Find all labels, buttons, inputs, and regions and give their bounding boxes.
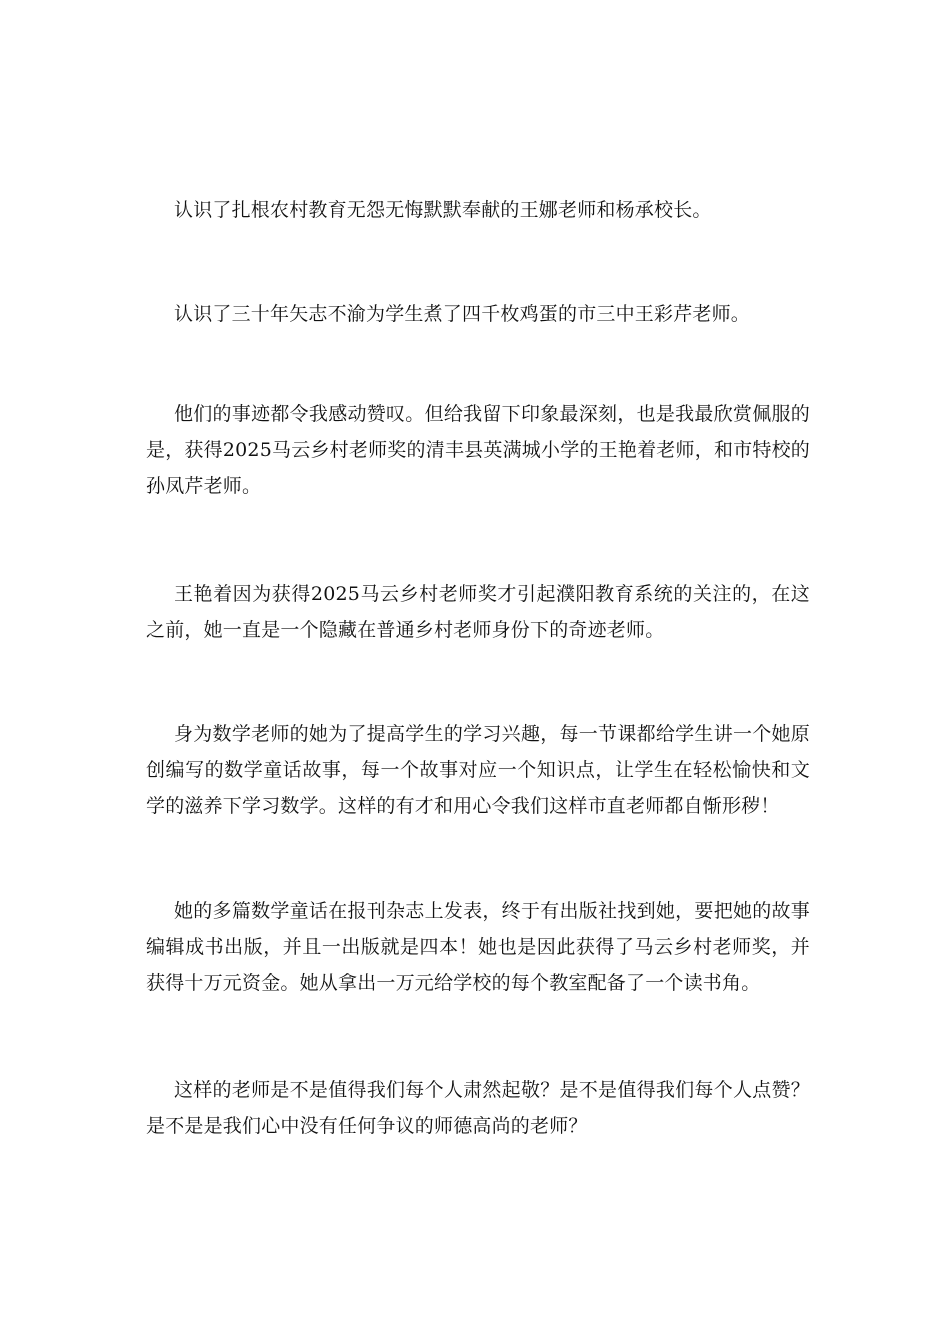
paragraph: 认识了扎根农村教育无怨无悔默默奉献的王娜老师和杨承校长。 [174, 199, 712, 221]
paragraph: 身为数学老师的她为了提高学生的学习兴趣，每一节课都给学生讲一个她原创编写的数学童话故事，每一个故事对应一个知识点，让学生在轻松愉快和文学的滋养下学习数学。这样的有才和用心令我们这样市直老师都自惭形秽！ [146, 723, 810, 817]
paragraph: 认识了三十年矢志不渝为学生煮了四千枚鸡蛋的市三中王彩芹老师。 [174, 303, 751, 325]
paragraph: 他们的事迹都令我感动赞叹。但给我留下印象最深刻，也是我最欣赏佩服的是，获得2025马云乡村老师奖的清丰县英满城小学的王艳着老师，和市特校的孙凤芹老师。 [146, 403, 810, 497]
paragraph: 这样的老师是不是值得我们每个人肃然起敬？是不是值得我们每个人点赞？是不是是我们心中没有任何争议的师德高尚的老师？ [146, 1079, 810, 1137]
paragraph: 王艳着因为获得2025马云乡村老师奖才引起濮阳教育系统的关注的，在这之前，她一直是一个隐藏在普通乡村老师身份下的奇迹老师。 [146, 583, 810, 641]
paragraph: 她的多篇数学童话在报刊杂志上发表，终于有出版社找到她，要把她的故事编辑成书出版，并且一出版就是四本！她也是因此获得了马云乡村老师奖，并获得十万元资金。她从拿出一万元给学校的每个教室配备了一个读书角。 [146, 900, 810, 994]
